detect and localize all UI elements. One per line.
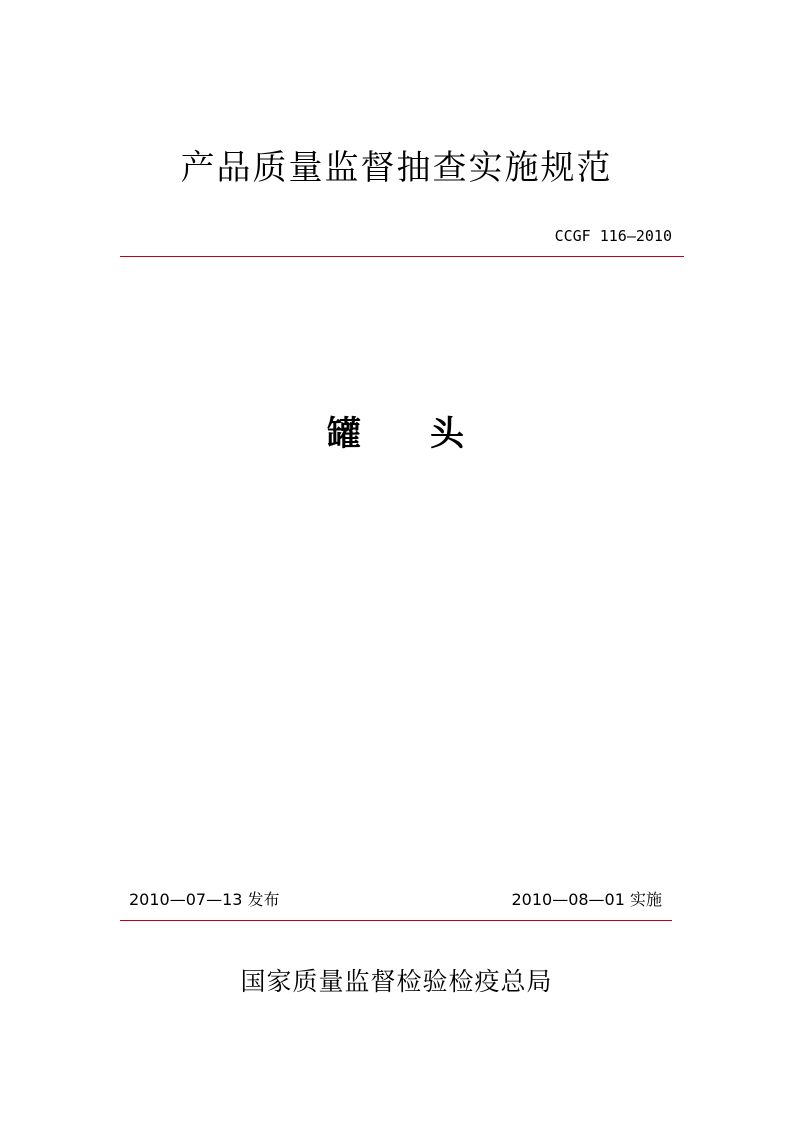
main-title: 产品质量监督抽查实施规范 <box>180 148 613 188</box>
implementation-date: 2010—08—01 实施 <box>511 890 662 909</box>
product-title-char-2: 头 <box>430 414 464 454</box>
standard-code: CCGF 116—2010 <box>554 227 672 245</box>
issuing-authority: 国家质量监督检验检疫总局 <box>240 967 553 996</box>
issue-date: 2010—07—13 发布 <box>129 890 280 909</box>
top-divider <box>120 256 684 257</box>
product-title-char-1: 罐 <box>327 414 361 454</box>
bottom-divider <box>120 920 672 921</box>
product-title <box>327 412 464 456</box>
